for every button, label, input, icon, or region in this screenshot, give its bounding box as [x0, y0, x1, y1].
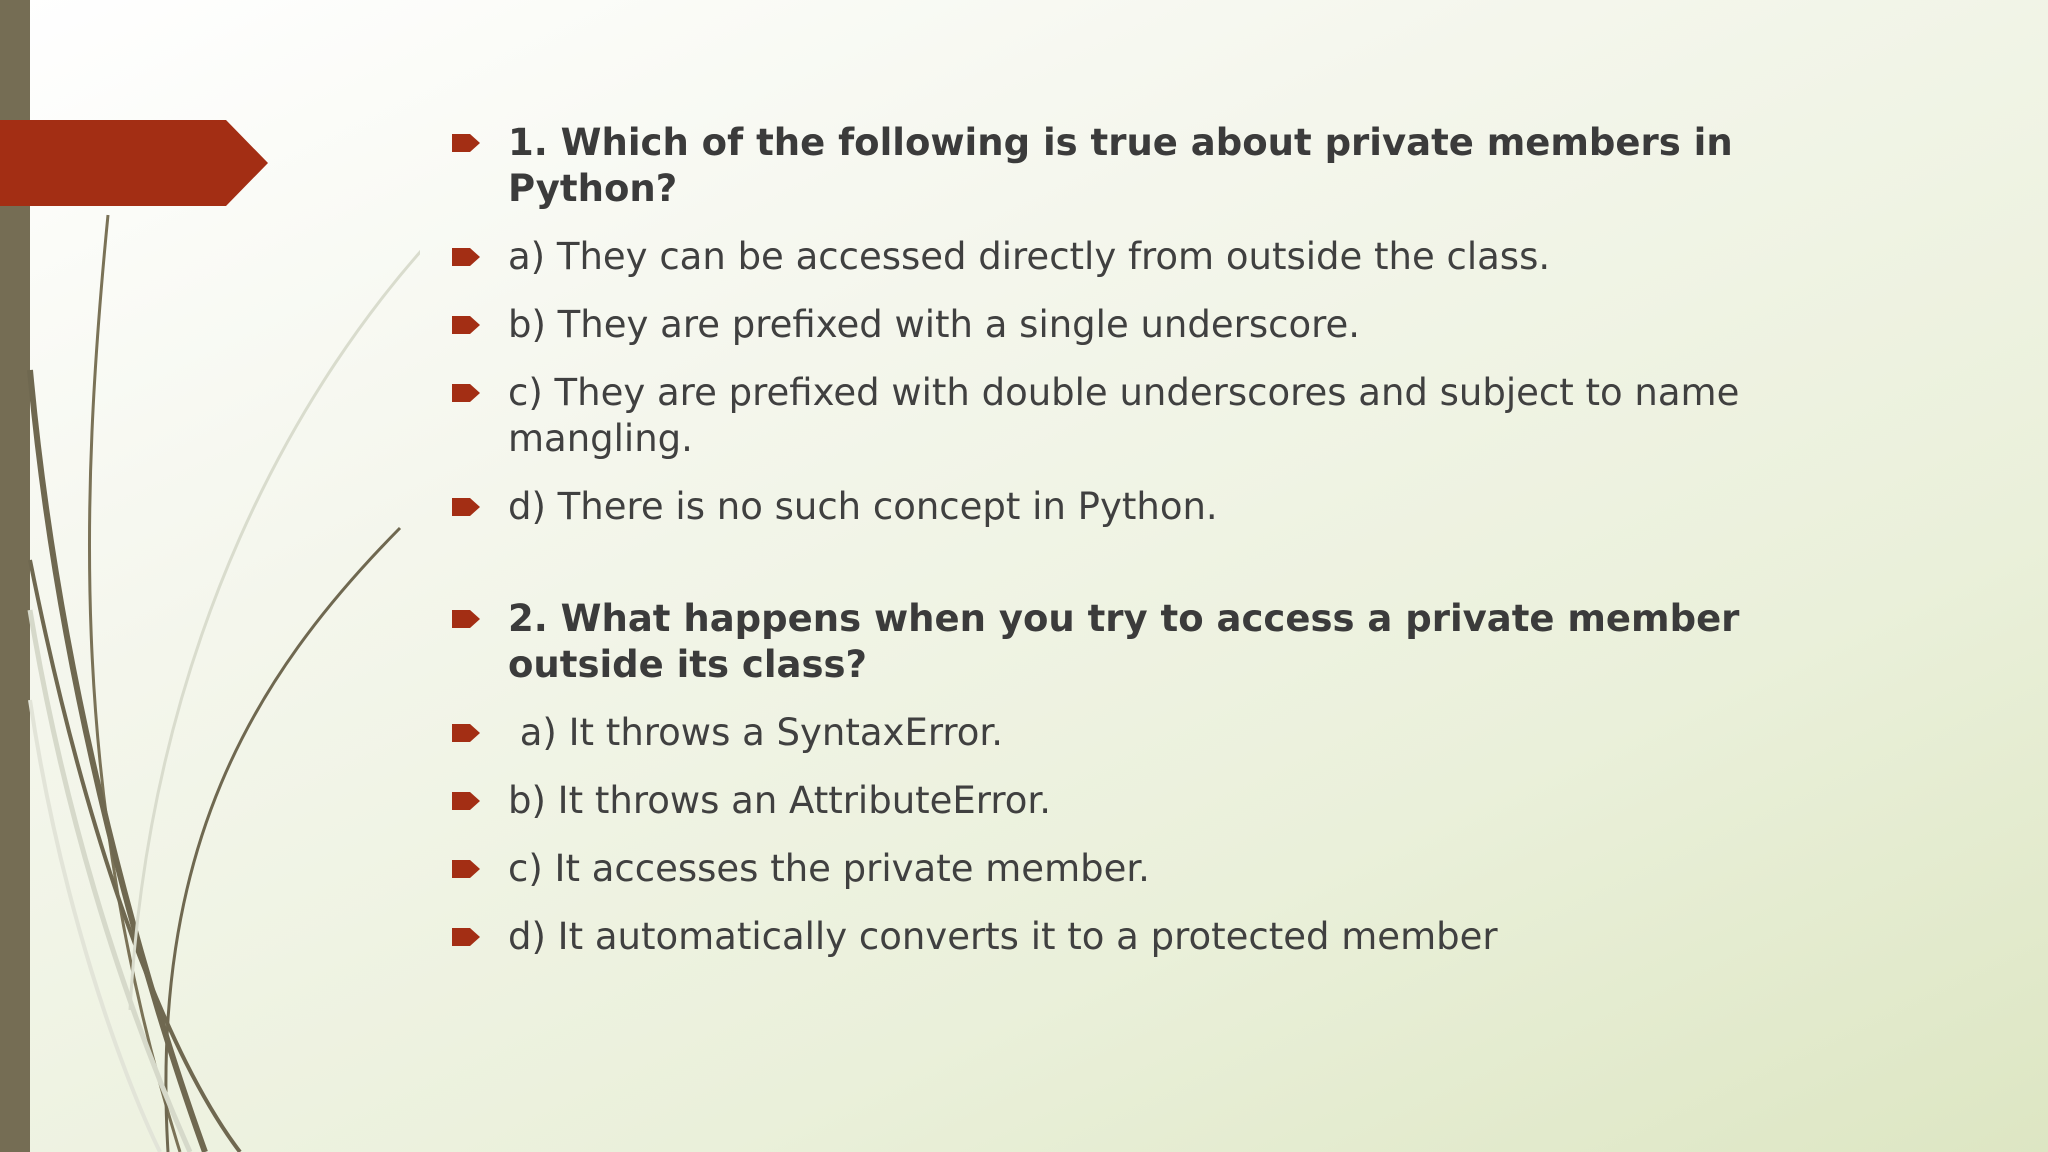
question-2-text: 2. What happens when you try to access a private member outside its class?: [508, 597, 1740, 686]
arrow-bullet-icon: [452, 498, 480, 516]
question-2: [450, 596, 1870, 688]
question-1-option-b: [450, 302, 1870, 348]
option-text: a) They can be accessed directly from outside the class.: [508, 235, 1551, 278]
option-text: c) They are prefixed with double underscores and subject to name mangling.: [508, 371, 1740, 460]
question-2-option-c: [450, 846, 1870, 892]
question-list: [450, 120, 1870, 982]
arrow-bullet-icon: [452, 928, 480, 946]
arrow-bullet-icon: [452, 610, 480, 628]
question-2-option-a: [450, 710, 1870, 756]
arrow-bullet-icon: [452, 316, 480, 334]
question-1: [450, 120, 1870, 212]
option-text: b) It throws an AttributeError.: [508, 779, 1051, 822]
option-text: b) They are prefixed with a single underscore.: [508, 303, 1361, 346]
option-text: d) There is no such concept in Python.: [508, 485, 1218, 528]
question-2-option-d: [450, 914, 1870, 960]
arrow-bullet-icon: [452, 792, 480, 810]
option-text: a) It throws a SyntaxError.: [508, 711, 1004, 754]
question-1-option-c: [450, 370, 1870, 462]
question-1-option-d: [450, 484, 1870, 530]
question-2-option-b: [450, 778, 1870, 824]
option-text: c) It accesses the private member.: [508, 847, 1150, 890]
arrow-bullet-icon: [452, 384, 480, 402]
arrow-bullet-icon: [452, 248, 480, 266]
question-1-text: 1. Which of the following is true about private members in Python?: [508, 121, 1733, 210]
arrow-bullet-icon: [452, 134, 480, 152]
option-text: d) It automatically converts it to a protected member: [508, 915, 1498, 958]
question-1-option-a: [450, 234, 1870, 280]
red-arrow-tab: [0, 120, 270, 206]
arrow-bullet-icon: [452, 724, 480, 742]
arrow-bullet-icon: [452, 860, 480, 878]
